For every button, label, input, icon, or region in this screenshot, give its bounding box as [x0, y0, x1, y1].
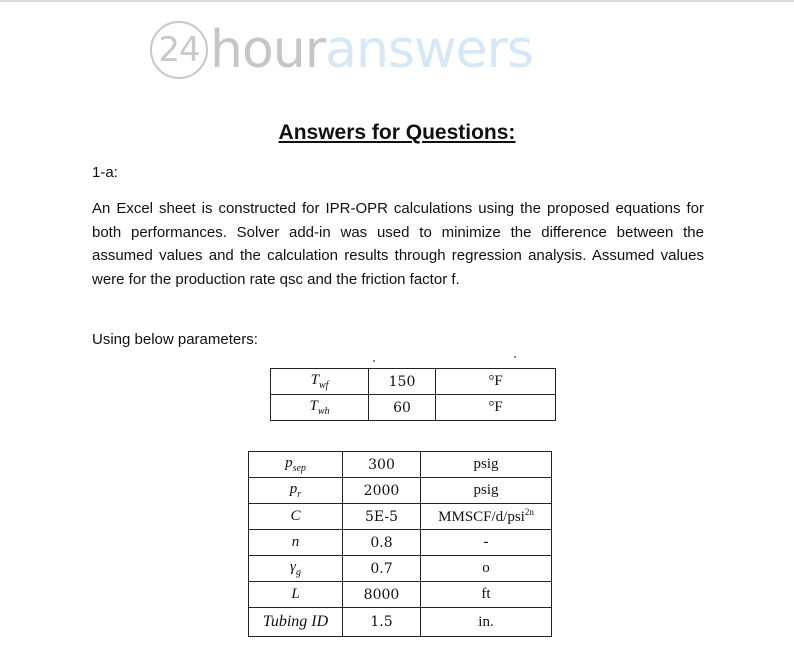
- param-unit: °F: [436, 395, 556, 421]
- param-unit: in.: [421, 608, 552, 637]
- top-border: [0, 0, 794, 2]
- scan-speck: [514, 356, 516, 358]
- params-intro: Using below parameters:: [92, 331, 258, 348]
- table-row: [249, 478, 552, 504]
- param-unit: psig: [421, 478, 552, 504]
- table-row: [271, 395, 556, 421]
- param-value: 8000: [343, 582, 421, 608]
- body-paragraph: An Excel sheet is constructed for IPR-OPR calculations using the proposed equations for both performances. Solver add-in was used to minimize the difference between the assumed values and the calculation results through regression analysis. Assumed values were for the production rate qsc and the friction factor f.: [92, 200, 704, 288]
- logo-word-answers: answers: [325, 20, 534, 80]
- table-row: [249, 556, 552, 582]
- param-value: 2000: [343, 478, 421, 504]
- temperature-table: [270, 368, 556, 421]
- page-title: Answers for Questions:: [278, 121, 516, 144]
- param-symbol: C: [249, 504, 343, 530]
- param-value: 60: [369, 395, 436, 421]
- param-symbol: n: [249, 530, 343, 556]
- param-value: 1.5: [343, 608, 421, 637]
- param-symbol: $p_{sep}$: [249, 452, 343, 478]
- table-row: [249, 582, 552, 608]
- parameters-table: [248, 451, 552, 637]
- param-unit: o: [421, 556, 552, 582]
- logo-word-hour: hour: [210, 20, 326, 80]
- param-value: 0.8: [343, 530, 421, 556]
- param-unit: MMSCF/d/psi$^{2n}$: [421, 504, 552, 530]
- table-row: [249, 452, 552, 478]
- param-symbol: $p_r$: [249, 478, 343, 504]
- param-symbol: $T_{wh}$: [271, 395, 369, 421]
- param-value: 5E-5: [343, 504, 421, 530]
- table-row: [271, 369, 556, 395]
- section-label: 1-a:: [92, 164, 118, 181]
- param-value: 150: [369, 369, 436, 395]
- logo-wordmark: [210, 20, 534, 80]
- logo-badge: [150, 21, 208, 79]
- param-unit: °F: [436, 369, 556, 395]
- param-unit: ft: [421, 582, 552, 608]
- table-row: [249, 504, 552, 530]
- param-unit: psig: [421, 452, 552, 478]
- scan-speck: [373, 360, 375, 362]
- param-symbol: $\gamma_g$: [249, 556, 343, 582]
- param-value: 300: [343, 452, 421, 478]
- table-row: [249, 608, 552, 637]
- param-value: 0.7: [343, 556, 421, 582]
- table-row: [249, 530, 552, 556]
- site-logo: [150, 18, 533, 82]
- logo-number: 24: [158, 30, 200, 70]
- param-symbol: L: [249, 582, 343, 608]
- param-unit: -: [421, 530, 552, 556]
- param-symbol: Tubing ID: [249, 608, 343, 637]
- param-symbol: $T_{wf}$: [271, 369, 369, 395]
